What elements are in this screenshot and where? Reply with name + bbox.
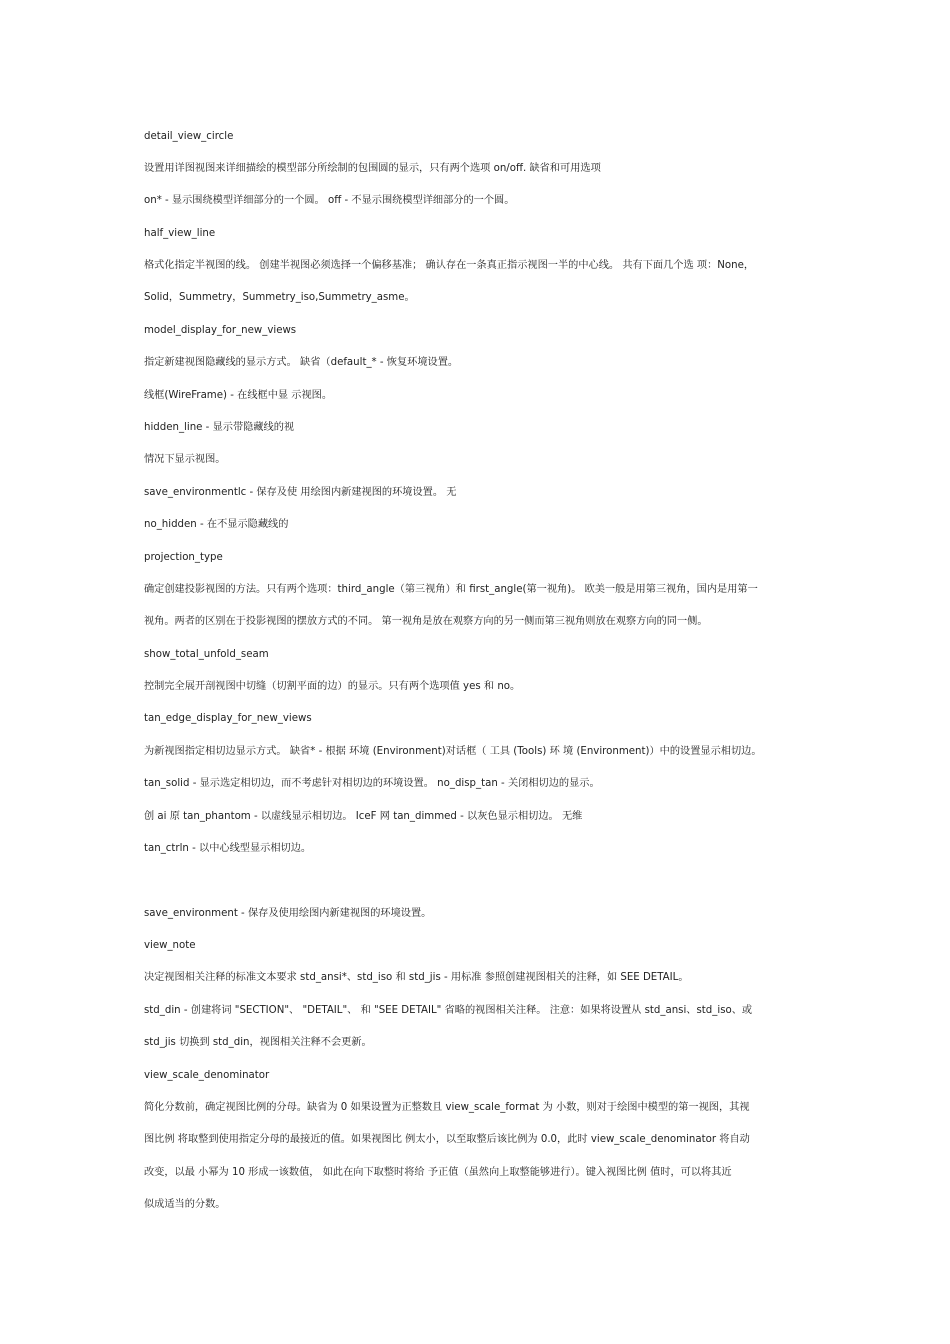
text-line: 控制完全展开剖视图中切缝（切割平面的边）的显示。只有两个选项值 yes 和 no。 xyxy=(144,681,521,692)
text-line: tan_ctrln - 以中心线型显示相切边。 xyxy=(144,843,312,854)
text-line: no_hidden - 在不显示隐藏线的 xyxy=(144,519,289,530)
term-projection-type: projection_type xyxy=(144,552,223,563)
term-tan-edge-display: tan_edge_display_for_new_views xyxy=(144,713,312,724)
text-line: 决定视图相关注释的标准文本要求 std_ansi*、std_iso 和 std_jis - 用标准 参照创建视图相关的注释，如 SEE DETAIL。 xyxy=(144,972,689,983)
text-line: save_environment - 保存及使用绘图内新建视图的环境设置。 xyxy=(144,908,432,919)
term-half-view-line: half_view_line xyxy=(144,228,216,239)
text-line: 似成适当的分数。 xyxy=(144,1199,226,1210)
text-line: std_din - 创建将词 "SECTION"、 "DETAIL"、 和 "SEE DETAIL" 省略的视图相关注释。 注意：如果将设置从 std_ansi、std_iso、或 xyxy=(144,1005,753,1016)
text-line: on* - 显示围绕模型详细部分的一个圆。 off - 不显示围绕模型详细部分的一个圆。 xyxy=(144,195,515,206)
text-line: 视角。两者的区别在于投影视图的摆放方式的不同。 第一视角是放在观察方向的另一侧而第三视角则放在观察方向的同一侧。 xyxy=(144,616,708,627)
text-line: 线框(WireFrame) - 在线框中显 示视图。 xyxy=(144,390,333,401)
text-line: tan_solid - 显示选定相切边，而不考虑针对相切边的环境设置。 no_disp_tan - 关闭相切边的显示。 xyxy=(144,778,600,789)
text-line: 图比例 将取整到使用指定分母的最接近的值。如果视图比 例太小，以至取整后该比例为 0.0，此时 view_scale_denominator 将自动 xyxy=(144,1134,750,1145)
term-show-total-unfold-seam: show_total_unfold_seam xyxy=(144,649,269,660)
text-line: save_environmentlc - 保存及使 用绘图内新建视图的环境设置。 无 xyxy=(144,487,457,498)
text-line: Solid，Summetry，Summetry_iso,Summetry_asme。 xyxy=(144,292,415,303)
text-line: 为新视图指定相切边显示方式。 缺省* - 根据 环境 (Environment)对话框（ 工具 (Tools) 环 境 (Environment)）中的设置显示相切边。 xyxy=(144,746,762,757)
text-line: std_jis 切换到 std_din，视图相关注释不会更新。 xyxy=(144,1037,372,1048)
text-line: 指定新建视图隐藏线的显示方式。 缺省（default_* - 恢复环境设置。 xyxy=(144,357,459,368)
text-line: 情况下显示视图。 xyxy=(144,454,226,465)
text-line: 改变，以最 小幂为 10 形成一该数值， 如此在向下取整时将给 予正值（虽然向上取整能够进行）。键入视图比例 值时，可以将其近 xyxy=(144,1167,732,1178)
term-detail-view-circle: detail_view_circle xyxy=(144,131,234,142)
text-line: 简化分数前，确定视图比例的分母。缺省为 0 如果设置为正整数且 view_scale_format 为 小数，则对于绘图中模型的第一视图，其视 xyxy=(144,1102,750,1113)
text-line: hidden_line - 显示带隐藏线的视 xyxy=(144,422,295,433)
text-line: 创 ai 原 tan_phantom - 以虚线显示相切边。 IceF 网 tan_dimmed - 以灰色显示相切边。 无维 xyxy=(144,811,583,822)
text-line: 设置用详图视图来详细描绘的模型部分所绘制的包围圆的显示，只有两个选项 on/off. 缺省和可用选项 xyxy=(144,163,601,174)
term-view-note: view_note xyxy=(144,940,196,951)
term-view-scale-denominator: view_scale_denominator xyxy=(144,1070,270,1081)
term-model-display-for-new-views: model_display_for_new_views xyxy=(144,325,297,336)
text-line: 格式化指定半视图的线。 创建半视图必须选择一个偏移基准； 确认存在一条真正指示视图一半的中心线。 共有下面几个选 项：None， xyxy=(144,260,755,271)
text-line: 确定创建投影视图的方法。只有两个选项：third_angle（第三视角）和 first_angle(第一视角)。 欧美一般是用第三视角，国内是用第一 xyxy=(144,584,758,595)
